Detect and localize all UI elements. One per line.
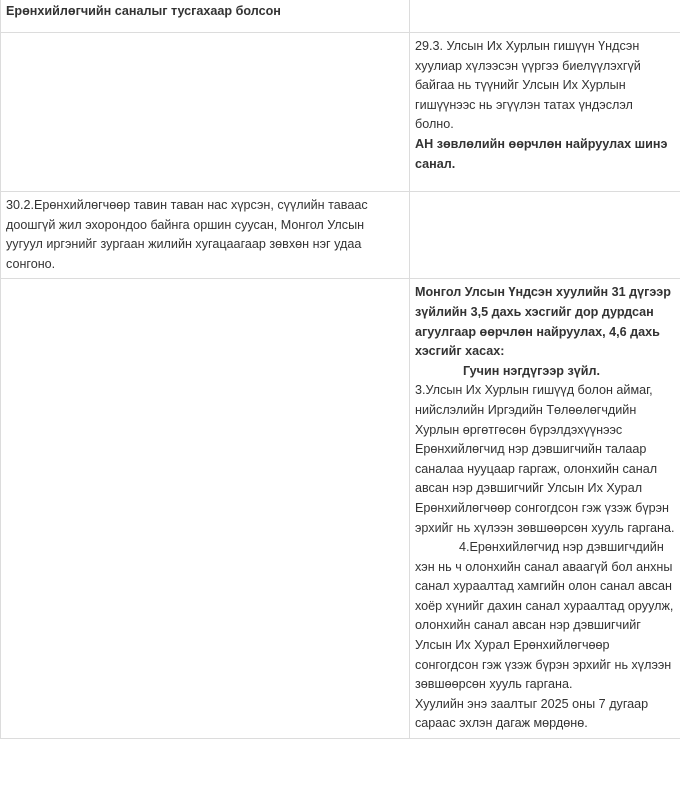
table-row [1, 33, 680, 192]
effective-date-note: Хуулийн энэ заалтыг 2025 оны 7 дугаар сараас эхлэн дагаж мөрдөнө. [415, 696, 649, 731]
council-proposal-note: АН зөвлөлийн өөрчлөн найруулах шинэ санал. [415, 136, 668, 171]
row1-cell-left [1, 33, 410, 192]
table-row [1, 192, 680, 279]
article-31-4-text-start [415, 538, 675, 695]
row1-cell-right [410, 33, 680, 192]
article-31-4-text: 4.Ерөнхийлөгчид нэр дэвшигчдийн хэн нь ч олонхийн санал аваагүй бол анхны санал хураалтад хамгийн олон санал авсан хоёр хүнийг дахин санал хураалтад оруулж, олонхийн санал авсан нэр дэвшигчийг Улсын Их Хурал Ерөнхийлөгчөөр сонгогдсон гэж үзэж бүрэн эрхийг нь хүлээн зөвшөөрсөн хууль гаргана. [415, 540, 674, 692]
article-30-2-text: 30.2.Ерөнхийлөгчөөр тавин таван нас хүрсэн, сүүлийн таваас доошгүй жил эхорондоо байнга оршин суусан, Монгол Улсын уугуул иргэнийг зургаан жилийн хугацаагаар зөвхөн нэг удаа сонгоно. [1, 192, 410, 279]
row2-cell-right [410, 192, 680, 279]
article-31-3-text: 3.Улсын Их Хурлын гишүүд болон аймаг, нийслэлийн Иргэдийн Төлөөлөгчдийн Хурлын өргөтгөсөн бүрэлдэхүүнээс Ерөнхийлөгчид нэр дэвшигчийн талаар саналаа нууцаар гаргаж, олонхийн санал авсан нэр дэвшигчийг Улсын Их Хурал Ерөнхийлөгчөөр сонгогдсон гэж үзэж бүрэн эрхийг нь хүлээн зөвшөөрсөн хууль гаргана. [415, 383, 675, 535]
amendment-intro: Монгол Улсын Үндсэн хуулийн 31 дүгээр зүйлийн 3,5 дахь хэсгийг дор дурдсан агуулгаар өөрчлөн найруулах, 4,6 дахь хэсгийг хасах: [415, 285, 671, 359]
row3-cell-left [1, 279, 410, 739]
header-cell-right [410, 0, 680, 33]
article-title: Гучин нэгдүгээр зүйл. [463, 363, 600, 378]
header-cell-left: Ерөнхийлөгчийн саналыг тусгахаар болсон [1, 0, 410, 33]
row3-cell-right [410, 279, 680, 739]
table-row [1, 0, 680, 33]
article-29-3-text: 29.3. Улсын Их Хурлын гишүүн Үндсэн хуулиар хүлээсэн үүргээ биелүүлэхгүй байгаа нь түүнийг Улсын Их Хурлын гишүүнээс нь эгүүлэн татах үндэслэл болно. [415, 39, 641, 132]
table-row [1, 279, 680, 739]
